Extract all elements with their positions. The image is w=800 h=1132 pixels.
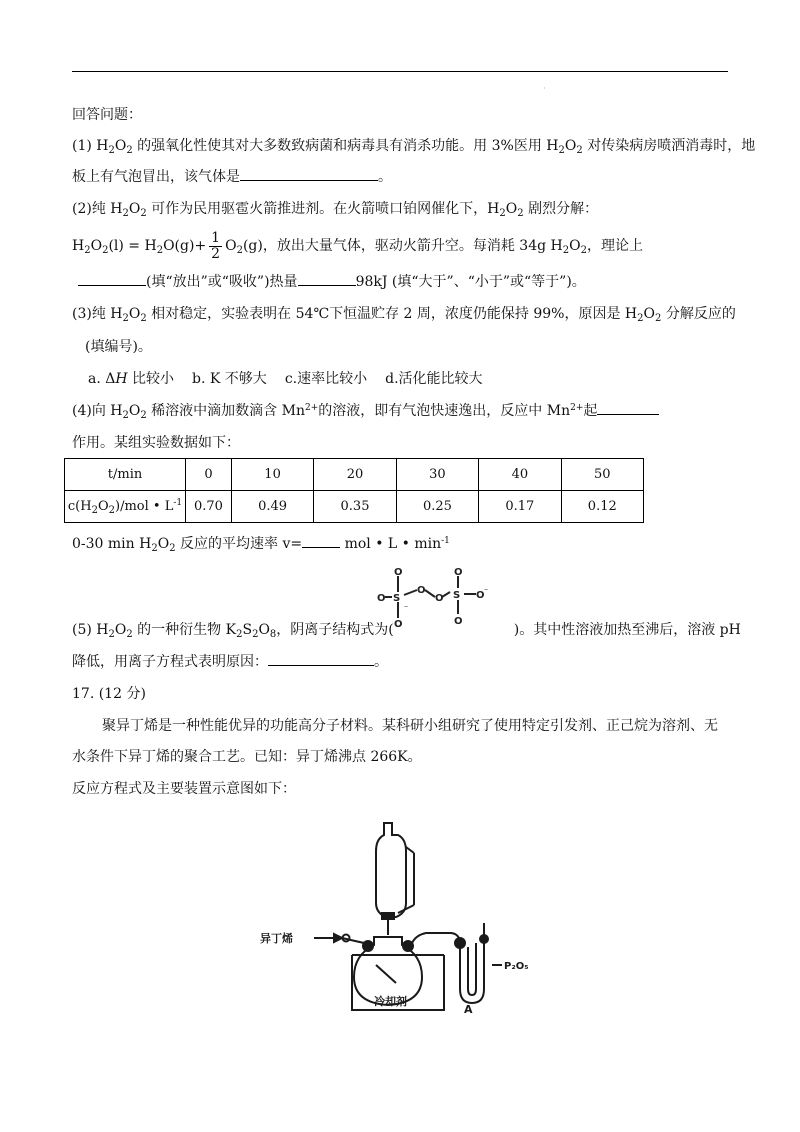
bath-label: 冷却剂 (374, 995, 407, 1008)
q1-text-4: O (564, 138, 577, 154)
rate-text-3: 反应的平均速率 v= (175, 536, 303, 552)
q3-text-1: (3)纯 H (72, 306, 123, 322)
q2-eq-2: O (90, 238, 103, 254)
q2-eq-6: (g)，放出大量气体，驱动火箭升空。每消耗 34g H (242, 238, 563, 254)
table-cell: 0.49 (231, 491, 313, 523)
q2-line1: (2)纯 $H_2O_2$ 可作为民用驱雹火箭推进剂。在火箭喷口铂网催化下，$H_2O_2$ 剧烈分解： (72, 201, 599, 219)
rate-text-2: O (157, 536, 170, 552)
q3-option-d[interactable]: d.活化能比较大 (385, 371, 483, 387)
q17-paragraph-3: 反应方程式及主要装置示意图如下： (72, 781, 296, 797)
rate-text-1: 0-30 min H (72, 536, 152, 552)
q5-text-2: O (114, 622, 127, 638)
atom-s: S (453, 590, 461, 601)
atom-o: O (476, 590, 485, 601)
q2-text-2: O (128, 201, 141, 217)
row-label-4: -1 (173, 498, 183, 508)
top-rule (72, 71, 728, 72)
table-cell: 50 (561, 459, 643, 491)
atom-o: O (377, 593, 386, 604)
q1-text-7: 。 (378, 169, 392, 185)
anion-structure-diagram (372, 566, 497, 628)
q2-eq-1: H (72, 238, 85, 254)
rate-text-4: mol • L • min (340, 536, 442, 552)
q5-text-5: O (258, 622, 270, 638)
q4-rate-line: 0-30 $\min H_2O_2$ 反应的平均速率 v= mol • L • $\min^{-1}$ (72, 536, 450, 554)
q4-text-4: 的溶液，即有气泡快速逸出，反应中 Mn (318, 403, 571, 419)
q2-eq-8: ，理论上 (586, 238, 643, 254)
q3-line1: (3)纯 $H_2O_2$ 相对稳定，实验表明在 54℃下恒温贮存 2 周，浓度仍能保持 99%，原因是 $H_2O_2$ 分解反应的 (72, 306, 736, 324)
q4-sup-2: 2+ (570, 403, 584, 413)
q3-option-a-post: 比较小 (127, 371, 175, 387)
q2-release-absorb-blank[interactable] (78, 272, 146, 286)
q4-text-5: 起 (583, 403, 598, 419)
q4-role-blank[interactable] (597, 401, 659, 415)
atom-o: O (394, 619, 403, 628)
q4-line2: 作用。某组实验数据如下： (72, 435, 240, 451)
q5-text-6: ，阴离子结构式为( (276, 622, 394, 638)
table-cell: 30 (396, 459, 478, 491)
table-cell: 20 (314, 459, 396, 491)
charge-minus: ⁻ (404, 603, 409, 612)
q4-text-1: (4)向 H (72, 403, 123, 419)
q2-equation: $H_2O_2(l) = H_2O(g)+$ $\frac{1}{2}$ $O_2(g)$，放出大量气体，驱动火箭升空。每消耗 34g $H_2O_2$，理论上 (72, 229, 643, 262)
data-table (64, 458, 644, 523)
row-label-3: )/mol • L (115, 499, 174, 514)
fraction-denominator: 2 (211, 245, 221, 262)
table-cell: 0.35 (314, 491, 396, 523)
q2-eq-3: (l) = H (108, 238, 157, 254)
q17-heading: 17. (12 分) (72, 686, 146, 702)
q3-option-a-var: H (115, 371, 128, 387)
q1-text-3: 的强氧化性使其对大多数致病菌和病毒具有消杀功能。用 3%医用 H (132, 138, 559, 154)
tube-a-label: A (464, 1003, 473, 1015)
table-row-label: $c(H_2O_2)$/mol • $L^{-1}$ (65, 491, 186, 523)
fraction-numerator: 1 (211, 229, 221, 246)
table-cell: 0.25 (396, 491, 478, 523)
q1-line1: (1) $H_2O_2$ 的强氧化性使其对大多数致病菌和病毒具有消杀功能。用 3%医用 $H_2O_2$ 对传染病房喷洒消毒时，地 (72, 138, 756, 156)
atom-o: O (454, 616, 463, 627)
table-cell: 40 (479, 459, 561, 491)
table-row (65, 491, 644, 523)
q4-line1: (4)向 $H_2O_2$ 稀溶液中滴加数滴含 $Mn^{2+}$的溶液，即有气泡快速逸出，反应中 $Mn^{2+}$起 (72, 401, 659, 421)
q1-line2 (72, 167, 392, 187)
q4-rate-blank[interactable] (302, 534, 340, 548)
q3-option-b[interactable]: b. K 不够大 (192, 371, 267, 387)
one-half-fraction (209, 231, 222, 262)
q5-equation-blank[interactable] (268, 652, 374, 666)
q3-option-a[interactable] (88, 371, 174, 387)
q17-paragraph-1: 聚异丁烯是一种性能优异的功能高分子材料。某科研小组研究了使用特定引发剂、正己烷为溶剂、无 (102, 718, 718, 734)
row-label-1: c(H (67, 499, 92, 514)
intro-text: 回答问题： (72, 107, 142, 123)
atom-o: O (435, 593, 444, 604)
q2-text-7: 98kJ (填“大于”、“小于”或“等于”)。 (355, 274, 586, 290)
table-cell: 0.17 (479, 491, 561, 523)
q5-line2 (72, 652, 388, 672)
q2-text-4: O (505, 201, 518, 217)
q5-text-8: 降低，用离子方程式表明原因： (72, 654, 268, 670)
table-header-label: t/min (65, 459, 186, 491)
q17-paragraph-2: 水条件下异丁烯的聚合工艺。已知：异丁烯沸点 266K。 (72, 749, 422, 765)
q3-line2: (填编号)。 (85, 339, 152, 355)
atom-o: O (394, 567, 403, 578)
q5-text-9: 。 (374, 654, 388, 670)
atom-o: O (417, 585, 426, 596)
inlet-label: 异丁烯 (260, 932, 293, 945)
q1-text-1: (1) H (72, 138, 109, 154)
q4-sup-1: 2+ (305, 403, 319, 413)
q2-text-5: 剧烈分解： (523, 201, 599, 217)
drying-agent-label: P₂O₅ (504, 961, 529, 972)
table-cell: 0 (186, 459, 232, 491)
q2-compare-blank[interactable] (298, 272, 356, 286)
charge-minus: ⁻ (484, 586, 489, 595)
q2-eq-5: O (225, 238, 237, 254)
row-label-2: O (97, 499, 109, 514)
q3-option-a-pre: a. Δ (88, 371, 116, 387)
q3-option-c[interactable]: c.速率比较小 (284, 371, 368, 387)
q3-text-2: O (128, 306, 141, 322)
table-cell: 0.12 (561, 491, 643, 523)
q3-text-3: 相对稳定，实验表明在 54℃下恒温贮存 2 周，浓度仍能保持 99%，原因是 H (146, 306, 638, 322)
q2-eq-7: O (569, 238, 581, 254)
q3-text-4: O (643, 306, 656, 322)
q1-answer-blank[interactable] (240, 167, 378, 181)
q3-text-5: 分解反应的 (661, 306, 736, 322)
q5-text-7: )。其中性溶液加热至沸后，溶液 pH (513, 622, 741, 638)
q3-options (88, 369, 483, 389)
q5-text-1: (5) H (72, 622, 109, 638)
q2-text-6: (填“放出”或“吸收”)热量 (146, 274, 298, 290)
q2-text-1: (2)纯 H (72, 201, 123, 217)
scan-dot: · (543, 84, 546, 93)
q1-text-2: O (114, 138, 127, 154)
q4-text-3: 稀溶液中滴加数滴含 Mn (146, 403, 305, 419)
apparatus-diagram (256, 815, 546, 1015)
q5-line1: (5) $H_2O_2$ 的一种衍生物 $K_2S_2O_8$，阴离子结构式为( )。其中性溶液加热至沸后，溶液 pH (72, 622, 741, 640)
table-cell: 10 (231, 459, 313, 491)
q4-text-2: O (128, 403, 141, 419)
table-row (65, 459, 644, 491)
atom-o: O (454, 567, 463, 578)
rate-text-5: -1 (441, 536, 450, 546)
q1-text-6: 板上有气泡冒出，该气体是 (72, 169, 240, 185)
q2-eq-4: O(g)+ (163, 238, 207, 254)
q5-text-3: 的一种衍生物 K (132, 622, 237, 638)
q2-text-3: 可作为民用驱雹火箭推进剂。在火箭喷口铂网催化下，H (146, 201, 500, 217)
table-cell: 0.70 (186, 491, 232, 523)
q1-text-5: 对传染病房喷洒消毒时，地 (582, 138, 756, 154)
atom-s: S (393, 593, 401, 604)
q5-text-4: S (242, 622, 253, 638)
q2-line3 (78, 272, 586, 292)
